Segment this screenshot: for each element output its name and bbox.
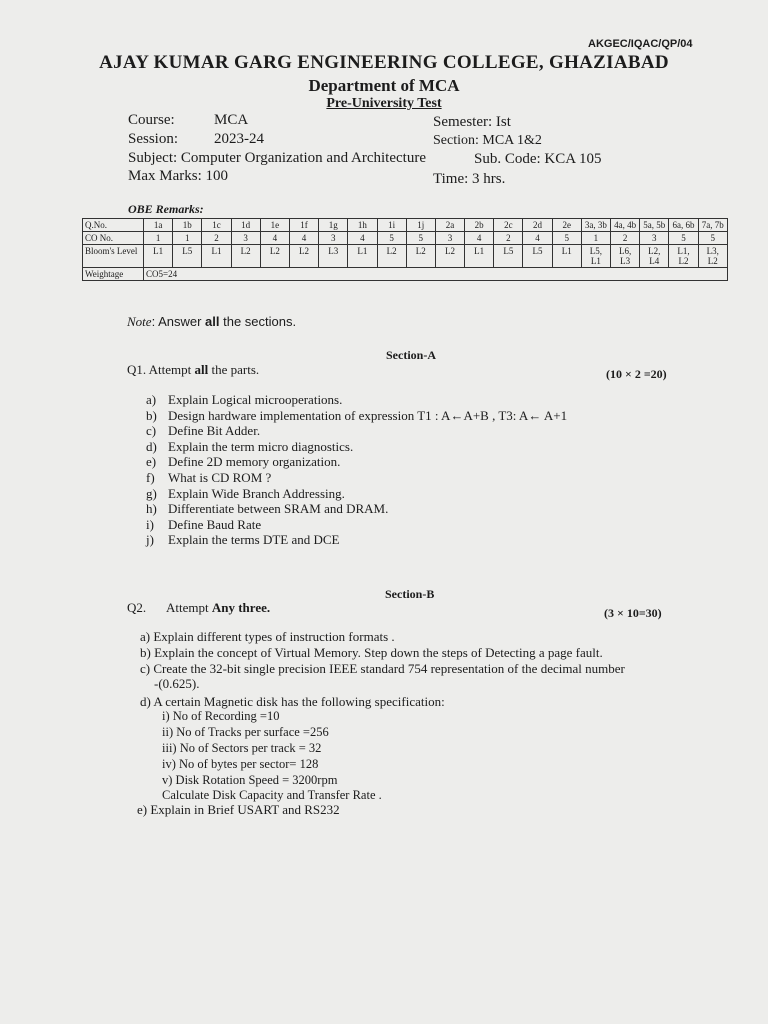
obe-cell: 1i <box>377 219 406 232</box>
q1-part-text: Explain the term micro diagnostics. <box>168 438 354 454</box>
q1-part <box>146 423 567 439</box>
q2-text: Attempt <box>166 600 212 615</box>
obe-cell: 1c <box>202 219 231 232</box>
obe-cell: 2 <box>494 232 523 245</box>
section-a-title: Section-A <box>386 348 436 362</box>
disk-spec-item: iii) No of Sectors per track = 32 <box>162 741 322 755</box>
q1-line <box>127 362 259 378</box>
obe-cell: L2 <box>377 245 406 268</box>
q1-part-text: Explain the terms DTE and DCE <box>168 532 340 548</box>
obe-cell: L5 <box>494 245 523 268</box>
obe-cell: L2 <box>435 245 464 268</box>
q2-marks: (3 × 10=30) <box>604 606 662 620</box>
obe-cell: 3 <box>319 232 348 245</box>
obe-cell: L1, L2 <box>669 245 698 268</box>
obe-cell: 6a, 6b <box>669 219 698 232</box>
q1-part-key: j) <box>146 532 154 548</box>
obe-cell: 1b <box>173 219 202 232</box>
q1-part <box>146 470 567 486</box>
obe-cell: L5, L1 <box>581 245 610 268</box>
obe-weightage-label: Weightage <box>83 268 144 281</box>
q1-part-text: Define Baud Rate <box>168 516 262 532</box>
q1-text: Q1. Attempt <box>127 362 195 377</box>
obe-cell: L1 <box>348 245 377 268</box>
note <box>127 314 296 330</box>
obe-cell: 2 <box>202 232 231 245</box>
q2-item-d: d) A certain Magnetic disk has the following specification: <box>140 694 445 709</box>
obe-cell: L6, L3 <box>611 245 640 268</box>
q1-part <box>146 408 567 424</box>
obe-cell: L2 <box>231 245 260 268</box>
obe-cell: 3a, 3b <box>581 219 610 232</box>
course-value: MCA <box>214 112 249 128</box>
obe-cell: L5 <box>523 245 552 268</box>
obe-cell: 1a <box>144 219 173 232</box>
disk-spec-item: ii) No of Tracks per surface =256 <box>162 725 329 739</box>
q2-line <box>166 600 270 616</box>
section-a-items <box>146 392 567 548</box>
q1-part-text: Define Bit Adder. <box>168 423 261 439</box>
obe-weightage-value: CO5=24 <box>144 268 728 281</box>
obe-cell: 4 <box>260 232 289 245</box>
session-value: 2023-24 <box>214 131 264 147</box>
max-marks: Max Marks: 100 <box>128 168 228 184</box>
q2-bold: Any three. <box>211 600 271 615</box>
semester: Semester: Ist <box>433 114 511 130</box>
note-tail: the sections. <box>219 314 297 329</box>
disk-spec-item: v) Disk Rotation Speed = 3200rpm <box>162 773 338 787</box>
obe-cell: 5 <box>669 232 698 245</box>
obe-cell: 3 <box>231 232 260 245</box>
q1-part-key: c) <box>146 423 157 439</box>
q2-item-a: a) Explain different types of instruction formats . <box>140 629 395 644</box>
obe-cell: 5a, 5b <box>640 219 669 232</box>
q1-part <box>146 486 567 502</box>
obe-cell: 1 <box>173 232 202 245</box>
obe-cell: 2b <box>465 219 494 232</box>
q1-part-text: Define 2D memory organization. <box>168 454 341 470</box>
sub-code: Sub. Code: KCA 105 <box>474 151 602 167</box>
time: Time: 3 hrs. <box>433 171 506 187</box>
q2-item-b: b) Explain the concept of Virtual Memory. Step down the steps of Detecting a page fault. <box>140 645 603 660</box>
q1-part-text: Design hardware implementation of expression T1 : A←A+B , T3: A← A+1 <box>168 407 568 423</box>
obe-cell: 1f <box>289 219 318 232</box>
obe-cell: L2 <box>260 245 289 268</box>
subject: Subject: Computer Organization and Architecture <box>128 150 426 166</box>
obe-cell: 1 <box>144 232 173 245</box>
obe-cell: 1d <box>231 219 260 232</box>
disk-spec-item: i) No of Recording =10 <box>162 709 280 723</box>
q1-part <box>146 392 567 408</box>
obe-row-label: Q.No. <box>83 219 144 232</box>
obe-cell: 1h <box>348 219 377 232</box>
obe-cell: 5 <box>377 232 406 245</box>
obe-row-co <box>83 232 728 245</box>
q1-part-key: i) <box>146 516 154 532</box>
q1-part <box>146 517 567 533</box>
obe-cell: 4 <box>289 232 318 245</box>
q1-part-text: Differentiate between SRAM and DRAM. <box>168 501 389 517</box>
department-name: Department of MCA <box>308 76 460 95</box>
q2-number: Q2. <box>127 600 147 615</box>
section-b-title: Section-B <box>385 587 435 601</box>
obe-cell: L2, L4 <box>640 245 669 268</box>
obe-cell: L1 <box>552 245 581 268</box>
college-name: AJAY KUMAR GARG ENGINEERING COLLEGE, GHAZIABAD <box>99 52 669 73</box>
q1-part-key: d) <box>146 438 157 454</box>
q1-part-key: b) <box>146 407 157 423</box>
note-label: Note <box>127 314 152 329</box>
note-text: : Answer <box>151 314 206 329</box>
form-id: AKGEC/IQAC/QP/04 <box>588 38 693 50</box>
obe-cell: 2e <box>552 219 581 232</box>
q1-part-key: f) <box>146 469 155 485</box>
obe-cell: L2 <box>406 245 435 268</box>
obe-cell: 5 <box>552 232 581 245</box>
q1-marks: (10 × 2 =20) <box>606 367 667 381</box>
q1-part-key: g) <box>146 485 157 501</box>
disk-spec-list <box>162 708 337 788</box>
obe-cell: 4a, 4b <box>611 219 640 232</box>
obe-table <box>82 218 728 281</box>
q1-part <box>146 532 567 548</box>
obe-cell: L5 <box>173 245 202 268</box>
obe-cell: L3, L2 <box>698 245 727 268</box>
obe-cell: 1g <box>319 219 348 232</box>
obe-cell: L1 <box>465 245 494 268</box>
obe-cell: L2 <box>289 245 318 268</box>
obe-cell: L1 <box>202 245 231 268</box>
q2-item-c: c) Create the 32-bit single precision IEEE standard 754 representation of the decimal number <box>140 661 625 676</box>
obe-cell: 7a, 7b <box>698 219 727 232</box>
test-title: Pre-University Test <box>326 96 442 111</box>
q1-part <box>146 454 567 470</box>
q2-item-c-cont: -(0.625). <box>154 676 200 691</box>
obe-cell: 2 <box>611 232 640 245</box>
obe-cell: 4 <box>465 232 494 245</box>
obe-remarks-title: OBE Remarks: <box>128 202 204 216</box>
note-bold: all <box>205 314 220 329</box>
session-label: Session: <box>128 131 179 147</box>
obe-cell: L1 <box>144 245 173 268</box>
q1-part-key: e) <box>146 454 157 470</box>
q2-item-e: e) Explain in Brief USART and RS232 <box>137 802 340 817</box>
obe-cell: 1e <box>260 219 289 232</box>
obe-row-label: Bloom's Level <box>83 245 144 268</box>
q1-part-text: Explain Wide Branch Addressing. <box>168 485 345 501</box>
course-label: Course: <box>128 112 175 128</box>
obe-cell: 1 <box>581 232 610 245</box>
obe-cell: 2d <box>523 219 552 232</box>
q1-bold: all <box>194 362 209 377</box>
section-info: Section: MCA 1&2 <box>433 133 542 148</box>
obe-cell: 5 <box>406 232 435 245</box>
q2-item-d-tail: Calculate Disk Capacity and Transfer Rate . <box>162 788 382 802</box>
obe-cell: 5 <box>698 232 727 245</box>
obe-cell: 3 <box>640 232 669 245</box>
obe-cell: L3 <box>319 245 348 268</box>
obe-row-weightage <box>83 268 728 281</box>
q1-part-text: What is CD ROM ? <box>168 469 272 485</box>
obe-row-qno <box>83 219 728 232</box>
disk-spec-item: iv) No of bytes per sector= 128 <box>162 757 319 771</box>
q1-part-text: Explain Logical microoperations. <box>168 392 343 407</box>
obe-cell: 2a <box>435 219 464 232</box>
obe-cell: 1j <box>406 219 435 232</box>
obe-cell: 4 <box>348 232 377 245</box>
q1-part <box>146 439 567 455</box>
obe-cell: 4 <box>523 232 552 245</box>
q1-tail: the parts. <box>208 362 260 377</box>
q1-part <box>146 501 567 517</box>
obe-row-label: CO No. <box>83 232 144 245</box>
obe-row-bloom <box>83 245 728 268</box>
q1-part-key: a) <box>146 392 157 407</box>
obe-cell: 3 <box>435 232 464 245</box>
obe-cell: 2c <box>494 219 523 232</box>
q1-part-key: h) <box>146 501 157 517</box>
